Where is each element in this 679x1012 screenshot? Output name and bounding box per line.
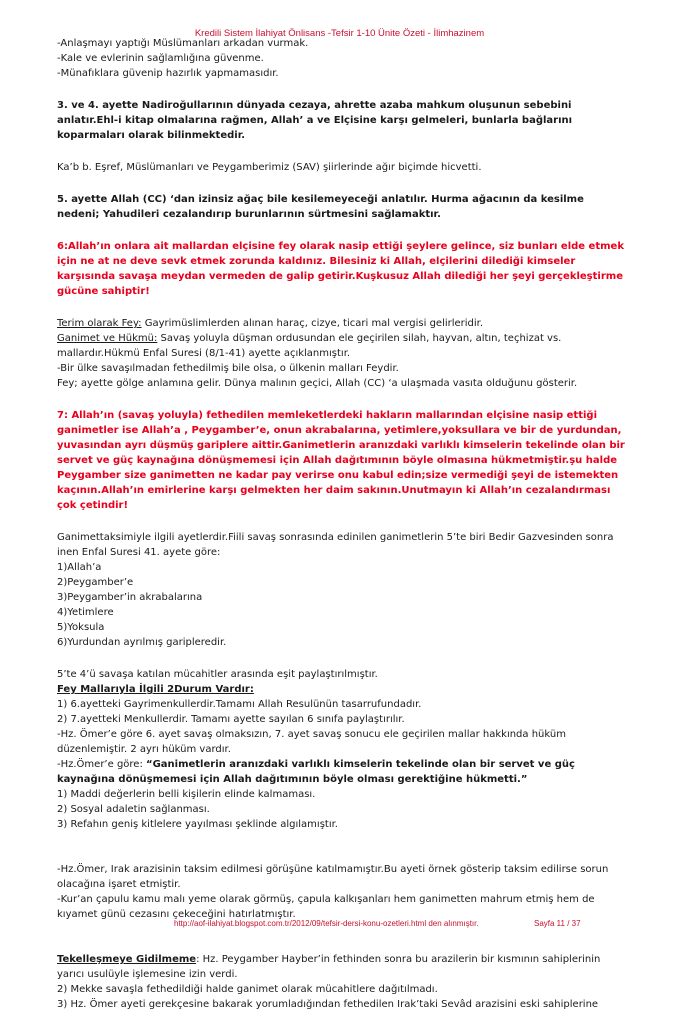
list-item: -Bir ülke savaşılmadan fethedilmiş bile olsa, o ülkenin malları Feydir. [57, 363, 399, 374]
paragraph-ganimet-taksim: Ganimettaksimiyle ilgili ayetlerdir.Fiili savaş sonrasında edinilen ganimetlerin 5’te biri Bedir Gazvesinden sonra inen Enfal Suresi 41. ayete göre: [57, 532, 614, 558]
verse-6: 6:Allah’ın onlara ait mallardan elçisine fey olarak nasip ettiği şeylere gelince, siz bunları elde etmek için ne at ne deve sevk etmek zorunda kaldınız. Bilesiniz ki Allah, elçilerini dilediği kimseler karşısında savaşa meydan vermeden de galip getirir.Kuşkusuz Allah dilediği her şeyi gerçekleştirme gücüne sahiptir! [57, 241, 624, 297]
tekellesme-label: Tekelleşmeye Gidilmeme [57, 954, 197, 965]
fey-definition [57, 316, 627, 331]
list-item: 2)Peygamber’e [57, 577, 134, 588]
list-item: 4)Yetimlere [57, 607, 114, 618]
list-item: -Kale ve evlerinin sağlamlığına güvenme. [57, 53, 264, 64]
section-heading-fey: Fey Mallarıyla İlgili 2Durum Vardır: [57, 684, 254, 695]
list-item: 2) Sosyal adaletin sağlanması. [57, 804, 210, 815]
list-item: 5)Yoksula [57, 622, 105, 633]
list-item: -Anlaşmayı yaptığı Müslümanları arkadan vurmak. [57, 38, 309, 49]
list-item: 1) Maddi değerlerin belli kişilerin elinde kalmaması. [57, 789, 316, 800]
tekellesme-text: : Hz. Peygamber Hayber’in fethinden sonra bu arazilerin bir kısmının sahiplerinin yarıcı usulüyle işlemesine izin verdi. [57, 954, 601, 980]
paragraph-pay: 5’te 4’ü savaşa katılan mücahitler arasında eşit paylaştırılmıştır. [57, 669, 378, 680]
page-content [57, 36, 627, 1012]
paragraph-ayet-3-4: 3. ve 4. ayette Nadiroğullarının dünyada cezaya, ahrette azaba mahkum oluşunun sebebini anlatır.Ehl-i kitap olmalarına rağmen, Allah’ a ve Elçisine karşı gelmeleri, bunlarla bağlarını koparmaları olarak bilinmektedir. [57, 100, 573, 141]
list-item: 2) Mekke savaşla fethedildiği halde ganimet olarak mücahitlere dağıtılmadı. [57, 984, 438, 995]
paragraph-ayet-5: 5. ayette Allah (CC) ‘dan izinsiz ağaç bile kesilemeyeceği anlatılır. Hurma ağacının da kesilme nedeni; Yahudileri cezalandırıp burunlarının sürtmesini sağlamaktır. [57, 194, 584, 220]
quote-omer [57, 757, 627, 787]
list-item: 6)Yurdundan ayrılmış garipleredir. [57, 637, 227, 648]
list-item: 3)Peygamber’in akrabalarına [57, 592, 203, 603]
list-item: 1) 6.ayetteki Gayrimenkullerdir.Tamamı Allah Resulünün tasarrufundadır. [57, 699, 422, 710]
ganimet-definition [57, 331, 627, 361]
list-item: 1)Allah’a [57, 562, 102, 573]
paragraph-capul: -Kur’an çapulu kamu malı yeme olarak görmüş, çapula kalkışanları hem ganimetten mahrum etmiş hem de kıyamet günü cezasını çekeceğini hatırlatmıştır. [57, 894, 595, 920]
footer-source-url: http://aof-ilahiyat.blogspot.com.tr/2012/09/tefsir-dersi-konu-ozetleri.html den alınmıştır. [174, 919, 479, 928]
page-header: Kredili Sistem İlahiyat Önlisans -Tefsir 1-10 Ünite Özeti - İlimhazinem [194, 28, 485, 39]
ganimet-term-label: Ganimet ve Hükmü: [57, 333, 158, 344]
list-item: 2) 7.ayetteki Menkullerdir. Tamamı ayette sayılan 6 sınıfa paylaştırılır. [57, 714, 405, 725]
list-item: -Hz. Ömer’e göre 6. ayet savaş olmaksızın, 7. ayet savaş sonucu ele geçirilen mallar hakkında hüküm düzenlemiştir. 2 ayrı hüküm vardır. [57, 729, 566, 755]
page-number: Sayfa 11 / 37 [534, 919, 581, 928]
list-item: 3) Refahın geniş kitlelere yayılması şeklinde algılamıştır. [57, 819, 338, 830]
list-item: -Münafıklara güvenip hazırlık yapmamasıdır. [57, 68, 279, 79]
fey-term-text: Gayrimüslimlerden alınan haraç, cizye, ticari mal vergisi gelirleridir. [141, 318, 484, 329]
fey-term-label: Terim olarak Fey: [57, 318, 142, 329]
quote-text: “Ganimetlerin aranızdaki varlıklı kimselerin tekelinde olan bir servet ve güç kaynağına dönüşmemesi için Allah dağıtımının böyle olması gerektiğine hükmetti.” [57, 759, 575, 785]
paragraph-irak: -Hz.Ömer, Irak arazisinin taksim edilmesi görüşüne katılmamıştır.Bu ayeti örnek gösterip taksim edilirse sorun olacağına işaret etmiştir. [57, 864, 609, 890]
quote-prefix: -Hz.Ömer’e göre: [57, 759, 146, 770]
tekellesme-paragraph [57, 952, 627, 982]
list-item: 3) Hz. Ömer ayeti gerekçesine bakarak yorumladığından fethedilen Irak’taki Sevâd arazisini eski sahiplerine [57, 999, 599, 1010]
ganimet-term-text: Savaş yoluyla düşman ordusundan ele geçirilen silah, hayvan, altın, teçhizat vs. mallardır.Hükmü Enfal Suresi (8/1-41) ayette açıklanmıştır. [57, 333, 562, 359]
list-item: Fey; ayette gölge anlamına gelir. Dünya malının geçici, Allah (CC) ‘a ulaşmada vasıta olduğunu gösterir. [57, 378, 578, 389]
verse-7: 7: Allah’ın (savaş yoluyla) fethedilen memleketlerdeki hakların mallarından elçisine nasip ettiği ganimetler ise Allah’a , Peygamber’e, onun akrabalarına, yetimlere,yoksullara ve bir de yurdundan, yuvasından ayrı düşmüş gariplere aittir.Ganimetlerin aranızdaki varlıklı kimselerin tekelinde olan bir servet ve güç kaynağına dönüşmemesi için Allah dağıtımının böyle olmasına hükmetmiştir.şu halde Peygamber size ganimetten ne kadar pay verirse onu kabul edin;size vermediği şeyi de istemekten kaçının.Allah’ın emirlerine karşı gelmekten her daim sakının.Unutmayın ki Allah’ın cezalandırması çok çetindir! [57, 410, 625, 511]
paragraph-kab: Ka’b b. Eşref, Müslümanları ve Peygamberimiz (SAV) şiirlerinde ağır biçimde hicvetti. [57, 162, 482, 173]
